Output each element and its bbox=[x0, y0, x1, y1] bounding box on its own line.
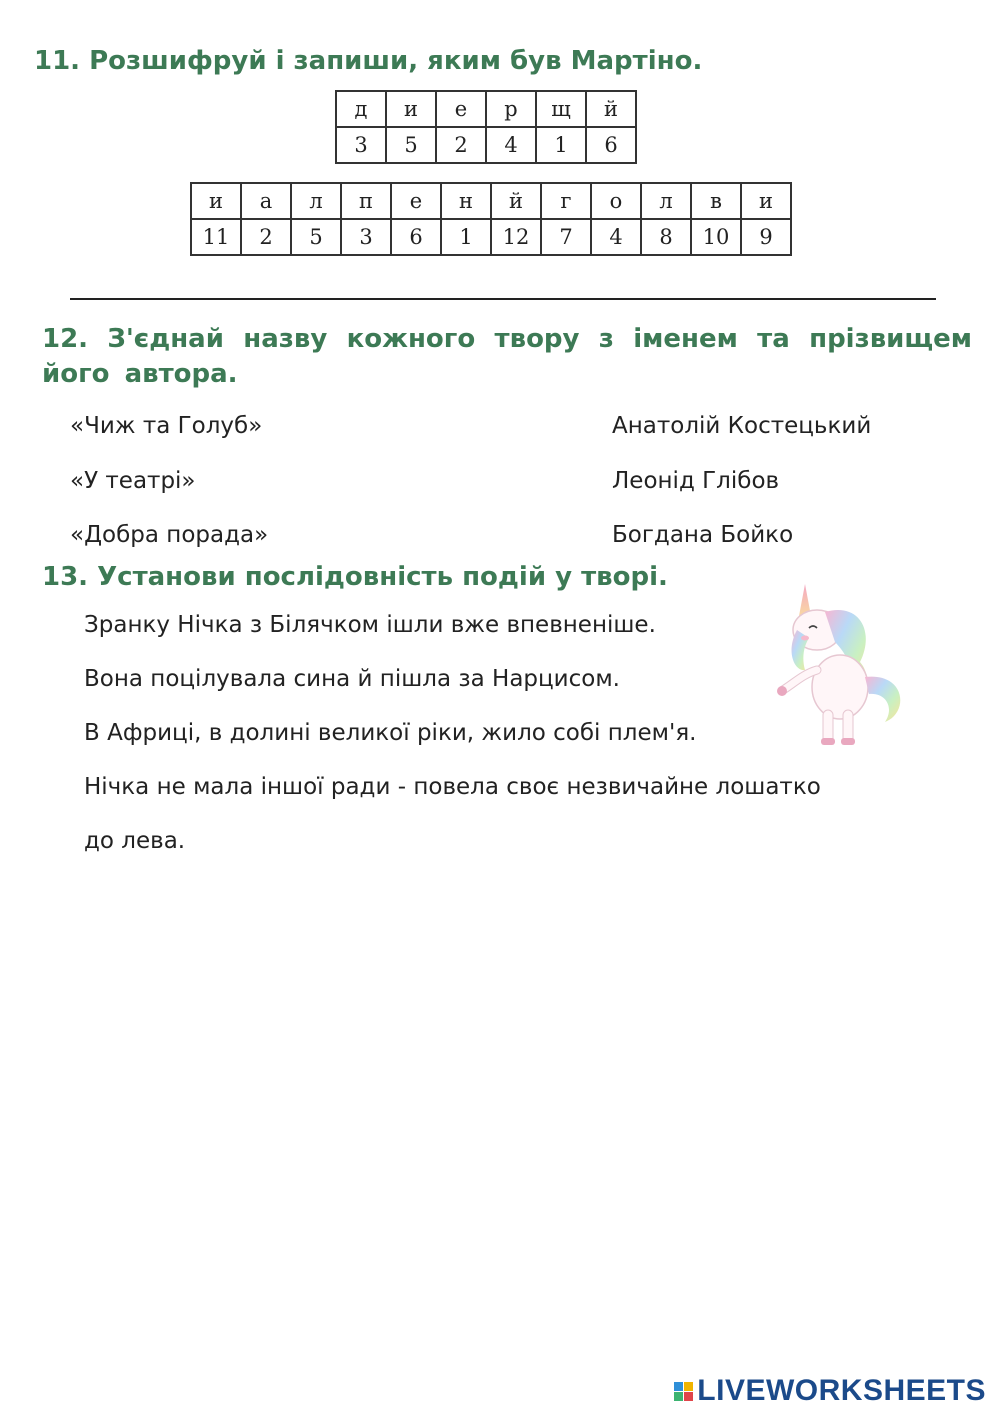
code-letters-row bbox=[191, 183, 791, 219]
liveworksheets-logo[interactable] bbox=[674, 1374, 986, 1408]
cipher-key-table bbox=[335, 90, 637, 164]
author-name[interactable]: Леонід Глібов bbox=[612, 468, 780, 494]
cipher-code-table bbox=[190, 182, 792, 256]
code-letter-cell: г bbox=[541, 183, 591, 219]
author-name[interactable]: Богдана Бойко bbox=[612, 522, 794, 548]
code-letter-cell: й bbox=[491, 183, 541, 219]
code-number-cell: 4 bbox=[591, 219, 641, 255]
event-item[interactable]: Вона поцілувала сина й пішла за Нарцисом. bbox=[84, 666, 620, 692]
task-11-title: 11. Розшифруй і запиши, яким був Мартіно. bbox=[34, 46, 703, 76]
key-number-cell: 2 bbox=[436, 127, 486, 163]
task-13-title: 13. Установи послідовність подій у творі. bbox=[42, 562, 668, 592]
code-number-cell: 8 bbox=[641, 219, 691, 255]
key-number-cell: 5 bbox=[386, 127, 436, 163]
code-number-cell: 12 bbox=[491, 219, 541, 255]
code-number-cell: 10 bbox=[691, 219, 741, 255]
key-number-cell: 3 bbox=[336, 127, 386, 163]
work-title[interactable]: «Чиж та Голуб» bbox=[70, 413, 263, 439]
key-number-cell: 1 bbox=[536, 127, 586, 163]
key-number-cell: 4 bbox=[486, 127, 536, 163]
key-letters-row bbox=[336, 91, 636, 127]
event-item[interactable]: Нічка не мала іншої ради - повела своє незвичайне лошатко bbox=[84, 774, 821, 800]
work-title[interactable]: «Добра порада» bbox=[70, 522, 269, 548]
task-12-title: 12. З'єднай назву кожного твору з іменем та прізвищем його автора. bbox=[42, 324, 972, 390]
code-number-cell: 7 bbox=[541, 219, 591, 255]
key-letter-cell: и bbox=[386, 91, 436, 127]
code-letter-cell: а bbox=[241, 183, 291, 219]
key-letter-cell: й bbox=[586, 91, 636, 127]
key-number-cell: 6 bbox=[586, 127, 636, 163]
code-letter-cell: и bbox=[191, 183, 241, 219]
code-letter-cell: л bbox=[641, 183, 691, 219]
code-letter-cell: н bbox=[441, 183, 491, 219]
key-letter-cell: д bbox=[336, 91, 386, 127]
key-letter-cell: р bbox=[486, 91, 536, 127]
code-number-cell: 6 bbox=[391, 219, 441, 255]
code-letter-cell: е bbox=[391, 183, 441, 219]
code-letter-cell: п bbox=[341, 183, 391, 219]
key-numbers-row bbox=[336, 127, 636, 163]
author-name[interactable]: Анатолій Костецький bbox=[612, 413, 872, 439]
code-number-cell: 2 bbox=[241, 219, 291, 255]
code-letter-cell: в bbox=[691, 183, 741, 219]
code-numbers-row bbox=[191, 219, 791, 255]
event-item: до лева. bbox=[84, 828, 186, 854]
code-letter-cell: о bbox=[591, 183, 641, 219]
code-letter-cell: и bbox=[741, 183, 791, 219]
key-letter-cell: щ bbox=[536, 91, 586, 127]
code-number-cell: 9 bbox=[741, 219, 791, 255]
code-number-cell: 5 bbox=[291, 219, 341, 255]
unicorn-illustration bbox=[765, 582, 910, 752]
work-title[interactable]: «У театрі» bbox=[70, 468, 196, 494]
code-number-cell: 3 bbox=[341, 219, 391, 255]
liveworksheets-badge-icon bbox=[674, 1382, 693, 1401]
code-letter-cell: л bbox=[291, 183, 341, 219]
code-number-cell: 1 bbox=[441, 219, 491, 255]
key-letter-cell: е bbox=[436, 91, 486, 127]
answer-line[interactable] bbox=[70, 298, 936, 300]
event-item[interactable]: В Африці, в долині великої ріки, жило собі плем'я. bbox=[84, 720, 697, 746]
code-number-cell: 11 bbox=[191, 219, 241, 255]
event-item[interactable]: Зранку Нічка з Білячком ішли вже впевненіше. bbox=[84, 612, 656, 638]
brand-text: LIVEWORKSHEETS bbox=[697, 1374, 986, 1407]
